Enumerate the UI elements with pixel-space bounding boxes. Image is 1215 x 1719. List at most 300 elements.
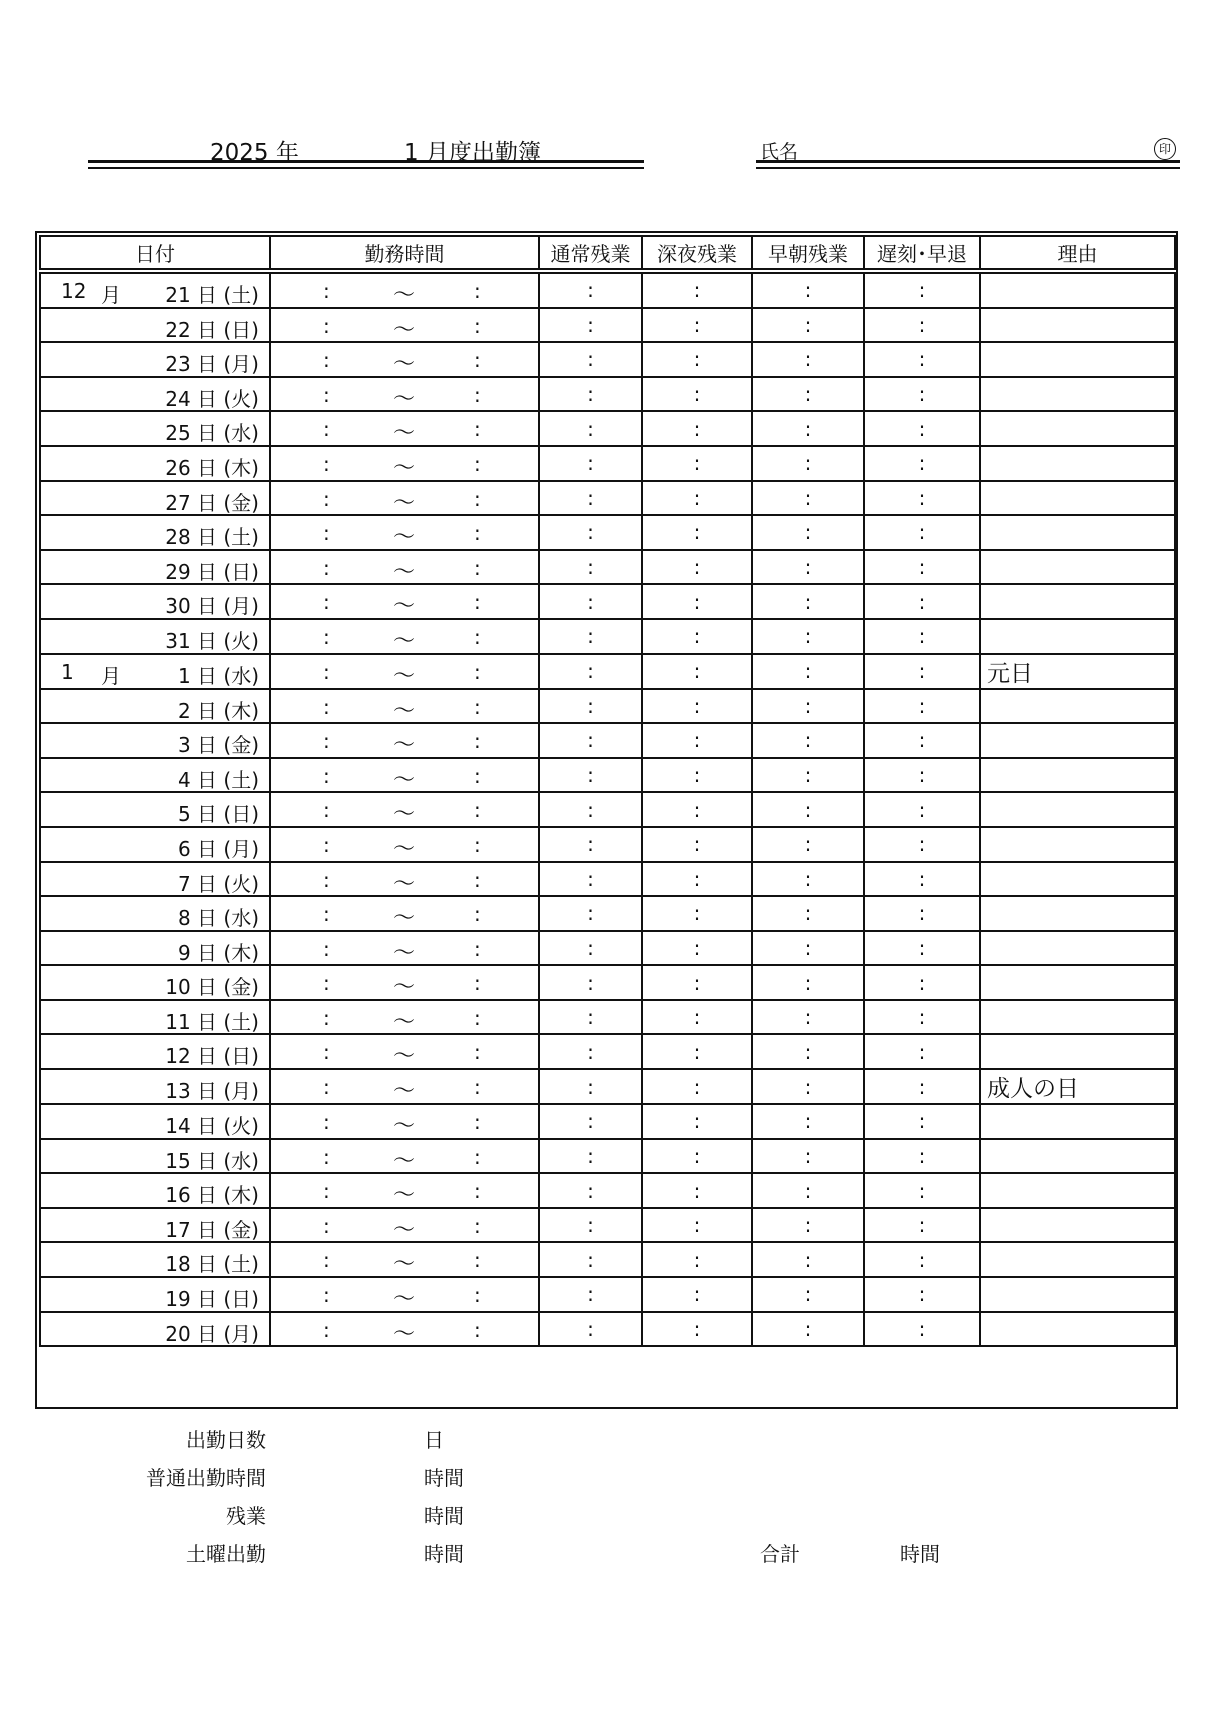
reason-cell[interactable]	[980, 308, 1175, 343]
late-early-leave-cell[interactable]	[864, 515, 980, 550]
regular-overtime-cell[interactable]	[539, 1312, 642, 1347]
regular-overtime-cell[interactable]	[539, 411, 642, 446]
night-overtime-cell[interactable]	[642, 584, 752, 619]
night-overtime-cell[interactable]	[642, 689, 752, 724]
late-early-leave-cell[interactable]	[864, 584, 980, 619]
work-time-cell[interactable]	[270, 1104, 539, 1139]
date-cell	[40, 1277, 270, 1312]
late-early-leave-cell[interactable]	[864, 792, 980, 827]
time-range-separator: ～	[393, 1114, 416, 1139]
regular-overtime-cell[interactable]	[539, 896, 642, 931]
day-label: 20 日 (月)	[165, 1321, 259, 1346]
work-time-cell[interactable]	[270, 1069, 539, 1104]
night-overtime-cell[interactable]	[642, 342, 752, 377]
day-label: 17 日 (金)	[165, 1217, 259, 1242]
time-colon: :	[693, 1109, 701, 1134]
saturday-label: 土曜出勤	[186, 1542, 266, 1566]
regular-overtime-cell[interactable]	[539, 619, 642, 654]
work-time-cell[interactable]	[270, 1277, 539, 1312]
night-overtime-cell[interactable]	[642, 792, 752, 827]
night-overtime-cell[interactable]	[642, 1104, 752, 1139]
reason-cell[interactable]	[980, 1104, 1175, 1139]
time-colon: :	[918, 278, 926, 303]
night-overtime-cell[interactable]	[642, 931, 752, 966]
end-time-colon: :	[474, 624, 481, 649]
time-colon: :	[693, 1143, 701, 1168]
regular-overtime-cell[interactable]	[539, 1242, 642, 1277]
night-overtime-cell[interactable]	[642, 654, 752, 689]
table-row	[40, 723, 1175, 758]
work-time-cell[interactable]	[270, 446, 539, 481]
regular-overtime-cell[interactable]	[539, 1104, 642, 1139]
work-time-cell[interactable]	[270, 723, 539, 758]
work-time-cell[interactable]	[270, 1034, 539, 1069]
work-time-cell[interactable]	[270, 619, 539, 654]
reason-cell[interactable]	[980, 965, 1175, 1000]
table-row	[40, 481, 1175, 516]
work-time-cell[interactable]	[270, 271, 539, 308]
date-cell	[40, 619, 270, 654]
time-colon: :	[918, 1247, 926, 1272]
work-time-cell[interactable]	[270, 1173, 539, 1208]
night-overtime-cell[interactable]	[642, 411, 752, 446]
time-colon: :	[918, 1074, 926, 1099]
month-label: 月	[101, 283, 121, 307]
reason-cell[interactable]	[980, 619, 1175, 654]
night-overtime-cell[interactable]	[642, 550, 752, 585]
end-time-colon: :	[474, 971, 481, 996]
start-time-colon: :	[323, 1110, 330, 1135]
time-colon: :	[804, 797, 812, 822]
table-row	[40, 411, 1175, 446]
regular-overtime-cell[interactable]	[539, 827, 642, 862]
reason-cell[interactable]	[980, 792, 1175, 827]
regular-overtime-cell[interactable]	[539, 550, 642, 585]
early-overtime-cell[interactable]	[752, 584, 864, 619]
header-date: 日付	[40, 236, 270, 271]
start-time-colon: :	[323, 1005, 330, 1030]
work-time-cell[interactable]	[270, 308, 539, 343]
time-colon: :	[918, 728, 926, 753]
reason-cell[interactable]	[980, 377, 1175, 412]
early-overtime-cell[interactable]	[752, 271, 864, 308]
work-time-cell[interactable]	[270, 965, 539, 1000]
regular-overtime-cell[interactable]	[539, 1173, 642, 1208]
early-overtime-cell[interactable]	[752, 723, 864, 758]
work-time-cell[interactable]	[270, 377, 539, 412]
regular-overtime-cell[interactable]	[539, 723, 642, 758]
regular-overtime-cell[interactable]	[539, 965, 642, 1000]
regular-hours-unit: 時間	[424, 1466, 464, 1490]
late-early-leave-cell[interactable]	[864, 411, 980, 446]
time-colon: :	[587, 520, 594, 545]
early-overtime-cell[interactable]	[752, 1208, 864, 1243]
date-cell	[40, 584, 270, 619]
late-early-leave-cell[interactable]	[864, 1208, 980, 1243]
early-overtime-cell[interactable]	[752, 689, 864, 724]
late-early-leave-cell[interactable]	[864, 308, 980, 343]
regular-overtime-cell[interactable]	[539, 1139, 642, 1174]
end-time-colon: :	[474, 902, 481, 927]
time-range-separator: ～	[393, 906, 416, 931]
night-overtime-cell[interactable]	[642, 827, 752, 862]
time-colon: :	[918, 347, 926, 372]
time-colon: :	[918, 520, 926, 545]
start-time-colon: :	[323, 521, 330, 546]
table-row	[40, 377, 1175, 412]
early-overtime-cell[interactable]	[752, 1139, 864, 1174]
late-early-leave-cell[interactable]	[864, 896, 980, 931]
reason-cell[interactable]	[980, 1000, 1175, 1035]
reason-cell[interactable]	[980, 1208, 1175, 1243]
regular-overtime-cell[interactable]	[539, 481, 642, 516]
reason-cell[interactable]	[980, 550, 1175, 585]
end-time-colon: :	[474, 451, 481, 476]
regular-overtime-cell[interactable]	[539, 584, 642, 619]
reason-cell[interactable]	[980, 758, 1175, 793]
late-early-leave-cell[interactable]	[864, 689, 980, 724]
night-overtime-cell[interactable]	[642, 1208, 752, 1243]
night-overtime-cell[interactable]	[642, 1139, 752, 1174]
night-overtime-cell[interactable]	[642, 446, 752, 481]
early-overtime-cell[interactable]	[752, 1312, 864, 1347]
regular-overtime-cell[interactable]	[539, 1034, 642, 1069]
night-overtime-cell[interactable]	[642, 481, 752, 516]
late-early-leave-cell[interactable]	[864, 377, 980, 412]
early-overtime-cell[interactable]	[752, 1069, 864, 1104]
date-cell	[40, 862, 270, 897]
work-time-cell[interactable]	[270, 584, 539, 619]
late-early-leave-cell[interactable]	[864, 481, 980, 516]
night-overtime-cell[interactable]	[642, 619, 752, 654]
date-cell	[40, 1242, 270, 1277]
regular-overtime-cell[interactable]	[539, 342, 642, 377]
night-overtime-cell[interactable]	[642, 308, 752, 343]
day-label: 12 日 (日)	[165, 1044, 259, 1069]
time-range-separator: ～	[393, 1287, 416, 1312]
time-colon: :	[804, 832, 812, 857]
day-label: 1 日 (水)	[177, 663, 259, 688]
early-overtime-cell[interactable]	[752, 619, 864, 654]
early-overtime-cell[interactable]	[752, 342, 864, 377]
date-cell	[40, 689, 270, 724]
start-time-colon: :	[323, 1317, 330, 1342]
early-overtime-cell[interactable]	[752, 1277, 864, 1312]
time-colon: :	[804, 659, 812, 684]
time-colon: :	[918, 935, 926, 960]
reason-cell[interactable]	[980, 515, 1175, 550]
early-overtime-cell[interactable]	[752, 1173, 864, 1208]
date-cell	[40, 758, 270, 793]
reason-cell[interactable]	[980, 689, 1175, 724]
time-colon: :	[804, 1039, 812, 1064]
reason-cell[interactable]	[980, 1139, 1175, 1174]
time-colon: :	[587, 1213, 594, 1238]
time-colon: :	[587, 1039, 594, 1064]
work-time-cell[interactable]	[270, 550, 539, 585]
start-time-colon: :	[323, 1213, 330, 1238]
reason-cell[interactable]	[980, 411, 1175, 446]
time-range-separator: ～	[393, 871, 416, 897]
time-colon: :	[693, 589, 701, 614]
work-time-cell[interactable]	[270, 792, 539, 827]
time-colon: :	[918, 797, 926, 822]
start-time-colon: :	[323, 417, 330, 442]
reason-cell[interactable]	[980, 827, 1175, 862]
time-colon: :	[804, 935, 812, 960]
work-time-cell[interactable]	[270, 827, 539, 862]
time-colon: :	[804, 1316, 812, 1341]
regular-overtime-cell[interactable]	[539, 515, 642, 550]
early-overtime-cell[interactable]	[752, 377, 864, 412]
work-time-cell[interactable]	[270, 411, 539, 446]
early-overtime-cell[interactable]	[752, 515, 864, 550]
regular-overtime-cell[interactable]	[539, 271, 642, 308]
late-early-leave-cell[interactable]	[864, 723, 980, 758]
early-overtime-cell[interactable]	[752, 1242, 864, 1277]
early-overtime-cell[interactable]	[752, 481, 864, 516]
early-overtime-cell[interactable]	[752, 654, 864, 689]
end-time-colon: :	[474, 936, 481, 961]
day-label: 22 日 (日)	[165, 317, 259, 342]
time-colon: :	[918, 866, 926, 891]
work-time-cell[interactable]	[270, 1312, 539, 1347]
table-row	[40, 271, 1175, 308]
reason-cell[interactable]	[980, 931, 1175, 966]
start-time-colon: :	[323, 763, 330, 788]
late-early-leave-cell[interactable]	[864, 1104, 980, 1139]
reason-cell[interactable]	[980, 271, 1175, 308]
early-overtime-cell[interactable]	[752, 792, 864, 827]
day-label: 8 日 (水)	[177, 906, 259, 931]
time-colon: :	[587, 1316, 594, 1341]
time-colon: :	[804, 1074, 812, 1099]
end-time-colon: :	[474, 1317, 481, 1342]
time-colon: :	[693, 1039, 701, 1064]
night-overtime-cell[interactable]	[642, 1277, 752, 1312]
end-time-colon: :	[474, 1075, 481, 1100]
reason-cell[interactable]	[980, 1277, 1175, 1312]
time-colon: :	[918, 1213, 926, 1238]
late-early-leave-cell[interactable]	[864, 931, 980, 966]
time-colon: :	[587, 1005, 594, 1030]
reason-cell[interactable]	[980, 1034, 1175, 1069]
time-range-separator: ～	[393, 1252, 416, 1278]
work-time-cell[interactable]	[270, 1242, 539, 1277]
night-overtime-cell[interactable]	[642, 1069, 752, 1104]
late-early-leave-cell[interactable]	[864, 654, 980, 689]
time-colon: :	[693, 624, 701, 649]
late-early-leave-cell[interactable]	[864, 550, 980, 585]
time-colon: :	[918, 1109, 926, 1134]
late-early-leave-cell[interactable]	[864, 1277, 980, 1312]
day-label: 24 日 (火)	[165, 386, 259, 411]
night-overtime-cell[interactable]	[642, 758, 752, 793]
early-overtime-cell[interactable]	[752, 827, 864, 862]
time-colon: :	[804, 1109, 812, 1134]
work-time-cell[interactable]	[270, 862, 539, 897]
time-colon: :	[918, 763, 926, 788]
time-colon: :	[693, 935, 701, 960]
table-row	[40, 1312, 1175, 1347]
regular-overtime-cell[interactable]	[539, 862, 642, 897]
end-time-colon: :	[474, 486, 481, 511]
table-row	[40, 1139, 1175, 1174]
night-overtime-cell[interactable]	[642, 1173, 752, 1208]
reason-cell[interactable]	[980, 1312, 1175, 1347]
time-range-separator: ～	[393, 490, 416, 516]
work-time-cell[interactable]	[270, 1139, 539, 1174]
time-colon: :	[804, 382, 812, 407]
reason-cell[interactable]	[980, 342, 1175, 377]
time-colon: :	[804, 624, 812, 649]
reason-cell[interactable]	[980, 1242, 1175, 1277]
time-colon: :	[587, 485, 594, 510]
late-early-leave-cell[interactable]	[864, 758, 980, 793]
early-overtime-cell[interactable]	[752, 1000, 864, 1035]
night-overtime-cell[interactable]	[642, 896, 752, 931]
time-range-separator: ～	[393, 421, 416, 446]
night-overtime-cell[interactable]	[642, 1312, 752, 1347]
late-early-leave-cell[interactable]	[864, 827, 980, 862]
time-colon: :	[587, 416, 594, 441]
regular-overtime-cell[interactable]	[539, 308, 642, 343]
regular-overtime-cell[interactable]	[539, 931, 642, 966]
time-colon: :	[693, 1316, 701, 1341]
time-colon: :	[918, 416, 926, 441]
reason-cell[interactable]	[980, 862, 1175, 897]
time-colon: :	[693, 970, 701, 995]
reason-cell[interactable]	[980, 481, 1175, 516]
late-early-leave-cell[interactable]	[864, 342, 980, 377]
table-row	[40, 1277, 1175, 1312]
early-overtime-cell[interactable]	[752, 411, 864, 446]
date-cell	[40, 1034, 270, 1069]
time-colon: :	[804, 416, 812, 441]
time-range-separator: ～	[393, 940, 416, 966]
table-row	[40, 965, 1175, 1000]
early-overtime-cell[interactable]	[752, 896, 864, 931]
reason-cell[interactable]	[980, 446, 1175, 481]
regular-overtime-cell[interactable]	[539, 792, 642, 827]
regular-overtime-cell[interactable]	[539, 1208, 642, 1243]
late-early-leave-cell[interactable]	[864, 1312, 980, 1347]
late-early-leave-cell[interactable]	[864, 271, 980, 308]
end-time-colon: :	[474, 867, 481, 892]
start-time-colon: :	[323, 382, 330, 407]
late-early-leave-cell[interactable]	[864, 619, 980, 654]
time-colon: :	[693, 797, 701, 822]
late-early-leave-cell[interactable]	[864, 1000, 980, 1035]
regular-overtime-cell[interactable]	[539, 1069, 642, 1104]
reason-cell[interactable]	[980, 723, 1175, 758]
night-overtime-cell[interactable]	[642, 965, 752, 1000]
reason-cell[interactable]	[980, 1173, 1175, 1208]
regular-overtime-cell[interactable]	[539, 377, 642, 412]
early-overtime-cell[interactable]	[752, 308, 864, 343]
work-time-cell[interactable]	[270, 1208, 539, 1243]
regular-overtime-cell[interactable]	[539, 1000, 642, 1035]
regular-overtime-cell[interactable]	[539, 1277, 642, 1312]
early-overtime-cell[interactable]	[752, 862, 864, 897]
work-time-cell[interactable]	[270, 654, 539, 689]
reason-cell[interactable]: 元日	[980, 654, 1175, 689]
early-overtime-cell[interactable]	[752, 1104, 864, 1139]
reason-cell[interactable]	[980, 584, 1175, 619]
late-early-leave-cell[interactable]	[864, 862, 980, 897]
reason-cell[interactable]: 成人の日	[980, 1069, 1175, 1104]
night-overtime-cell[interactable]	[642, 1242, 752, 1277]
work-time-cell[interactable]	[270, 481, 539, 516]
night-overtime-cell[interactable]	[642, 271, 752, 308]
late-early-leave-cell[interactable]	[864, 1139, 980, 1174]
work-time-cell[interactable]	[270, 342, 539, 377]
time-colon: :	[693, 866, 701, 891]
late-early-leave-cell[interactable]	[864, 1173, 980, 1208]
day-label: 31 日 (火)	[165, 628, 259, 653]
regular-overtime-cell[interactable]	[539, 446, 642, 481]
time-colon: :	[693, 485, 701, 510]
day-label: 19 日 (日)	[165, 1287, 259, 1312]
time-colon: :	[693, 1178, 701, 1203]
time-colon: :	[693, 347, 701, 372]
night-overtime-cell[interactable]	[642, 377, 752, 412]
early-overtime-cell[interactable]	[752, 1034, 864, 1069]
work-time-cell[interactable]	[270, 515, 539, 550]
late-early-leave-cell[interactable]	[864, 1242, 980, 1277]
early-overtime-cell[interactable]	[752, 446, 864, 481]
start-time-colon: :	[323, 486, 330, 511]
day-label: 16 日 (木)	[165, 1183, 259, 1208]
late-early-leave-cell[interactable]	[864, 446, 980, 481]
time-range-separator: ～	[393, 559, 416, 585]
night-overtime-cell[interactable]	[642, 515, 752, 550]
time-range-separator: ～	[393, 525, 416, 550]
early-overtime-cell[interactable]	[752, 965, 864, 1000]
end-time-colon: :	[474, 1179, 481, 1204]
day-label: 7 日 (火)	[177, 871, 259, 896]
title-year: 2025 年	[210, 140, 299, 166]
regular-overtime-cell[interactable]	[539, 758, 642, 793]
table-header-row	[40, 236, 1175, 271]
early-overtime-cell[interactable]	[752, 931, 864, 966]
regular-overtime-cell[interactable]	[539, 689, 642, 724]
late-early-leave-cell[interactable]	[864, 965, 980, 1000]
work-time-cell[interactable]	[270, 689, 539, 724]
reason-cell[interactable]	[980, 896, 1175, 931]
night-overtime-cell[interactable]	[642, 862, 752, 897]
time-range-separator: ～	[393, 975, 416, 1000]
night-overtime-cell[interactable]	[642, 723, 752, 758]
work-time-cell[interactable]	[270, 896, 539, 931]
early-overtime-cell[interactable]	[752, 550, 864, 585]
start-time-colon: :	[323, 659, 330, 684]
work-time-cell[interactable]	[270, 931, 539, 966]
regular-overtime-cell[interactable]	[539, 654, 642, 689]
early-overtime-cell[interactable]	[752, 758, 864, 793]
night-overtime-cell[interactable]	[642, 1034, 752, 1069]
work-time-cell[interactable]	[270, 758, 539, 793]
end-time-colon: :	[474, 521, 481, 546]
day-label: 27 日 (金)	[165, 490, 259, 515]
start-time-colon: :	[323, 348, 330, 373]
late-early-leave-cell[interactable]	[864, 1034, 980, 1069]
work-time-cell[interactable]	[270, 1000, 539, 1035]
late-early-leave-cell[interactable]	[864, 1069, 980, 1104]
start-time-colon: :	[323, 313, 330, 338]
night-overtime-cell[interactable]	[642, 1000, 752, 1035]
time-range-separator: ～	[393, 386, 416, 412]
